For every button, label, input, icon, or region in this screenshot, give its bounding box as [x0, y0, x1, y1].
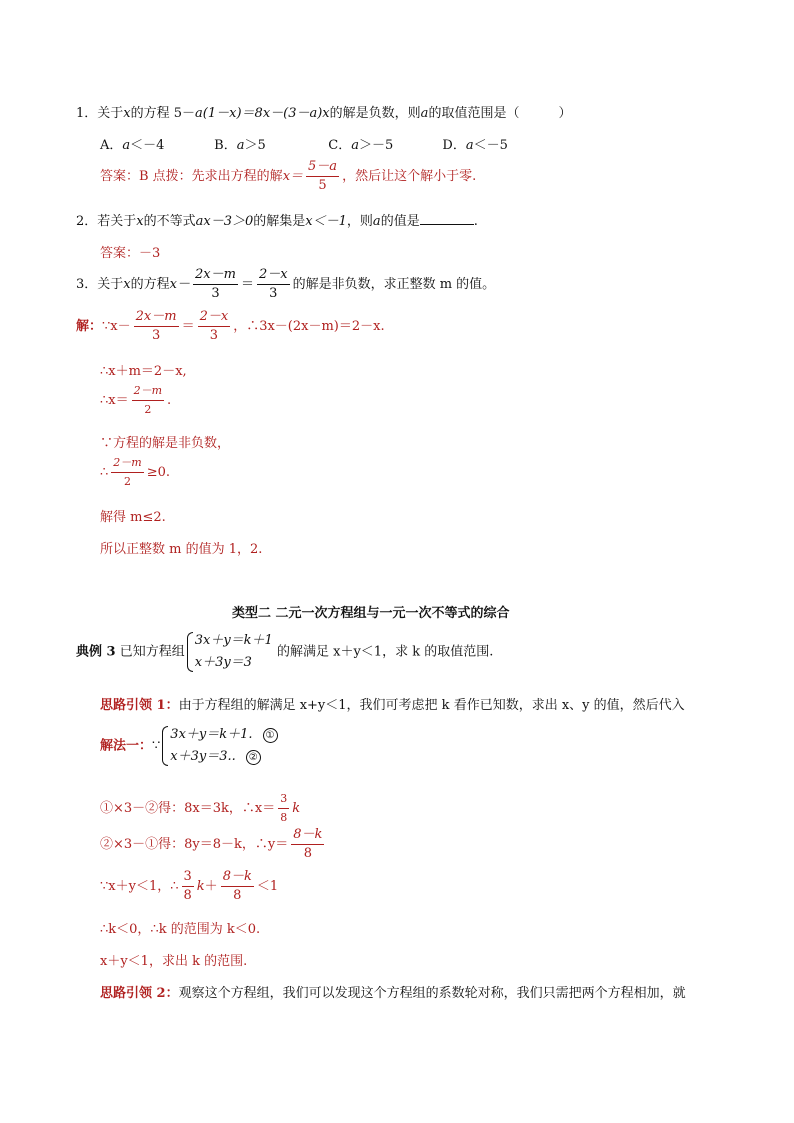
solution-3-line-4: ∵方程的解是非负数，	[100, 436, 231, 451]
answer-blank	[420, 212, 474, 225]
option-a: A．a＜－4	[100, 138, 165, 153]
method-1-step-1: ①×3－②得：8x＝3k，∴x＝ $\frac{3}{8}$ k	[100, 792, 301, 824]
question-1-options	[100, 134, 552, 153]
solution-3-line-3: ∴x＝ $\frac{2-m}{2}$ .	[100, 384, 172, 416]
hint-1: 思路引领 1：由于方程组的解满足 x+y＜1，我们可考虑把 k 看作已知数，求出 x、y 的值，然后代入	[100, 698, 685, 713]
equation-system-brace: 3x＋y＝k＋1 x＋3y＝3	[185, 630, 273, 674]
solution-3-line-5: ∴ $\frac{2-m}{2}$ ≥0.	[100, 456, 171, 488]
question-2-stem: 2．若关于x的不等式ax－3＞0的解集是x＜－1，则a的值是 .	[76, 214, 478, 229]
method-1-step-2: ②×3－①得：8y＝8－k，∴y＝ $\frac{8-k}{8}$	[100, 827, 323, 861]
question-1-stem: 1．关于x的方程 5－a(1－x)＝8x－(3－a)x的解是负数，则a的取值范围是（ ）	[76, 106, 572, 121]
option-c: C．a＞－5	[328, 138, 394, 153]
example-3: 典例 3 已知方程组 3x＋y＝k＋1 x＋3y＝3 的解满足 x＋y＜1，求 k 的取值范围.	[76, 630, 493, 674]
question-3-stem: 3．关于x的方程x－ $\frac{2x-m}{3}$ ＝ $\frac{2-x}{3}$ 的解是非负数，求正整数 m 的值。	[76, 267, 496, 301]
solution-3-line-2: ∴x＋m＝2－x,	[100, 364, 187, 379]
method-1-brace: 3x＋y＝k＋1. ① x＋3y＝3.. ②	[160, 724, 277, 768]
method-1-step-3: ∵x＋y＜1，∴ $\frac{3}{8}$ k＋ $\frac{8-k}{8}$ ＜1	[100, 869, 279, 903]
method-1-system: 解法一：∵ 3x＋y＝k＋1. ① x＋3y＝3.. ②	[100, 724, 278, 768]
solution-3-line-7: 所以正整数 m 的值为 1，2.	[100, 542, 263, 557]
option-d: D．a＜－5	[442, 138, 508, 153]
option-b: B．a＞5	[214, 138, 266, 153]
method-1-step-5: x＋y＜1，求出 k 的范围.	[100, 954, 248, 969]
question-2-answer: 答案：－3	[100, 246, 161, 261]
question-1-answer: 答案：B 点拨：先求出方程的解x＝ $\frac{5-a}{5}$ ，然后让这个解小于零.	[100, 159, 477, 193]
method-1-step-4: ∴k＜0，∴k 的范围为 k＜0.	[100, 922, 261, 937]
section-2-title: 类型二 二元一次方程组与一元一次不等式的综合	[232, 606, 510, 621]
hint-2: 思路引领 2：观察这个方程组，我们可以发现这个方程组的系数轮对称，我们只需把两个方程相加，就	[100, 986, 686, 1001]
solution-3-line-6: 解得 m≤2.	[100, 510, 166, 525]
solution-3-line-1: 解：∵x－ $\frac{2x-m}{3}$ ＝ $\frac{2-x}{3}$ ，∴3x－(2x－m)＝2－x.	[76, 309, 385, 343]
